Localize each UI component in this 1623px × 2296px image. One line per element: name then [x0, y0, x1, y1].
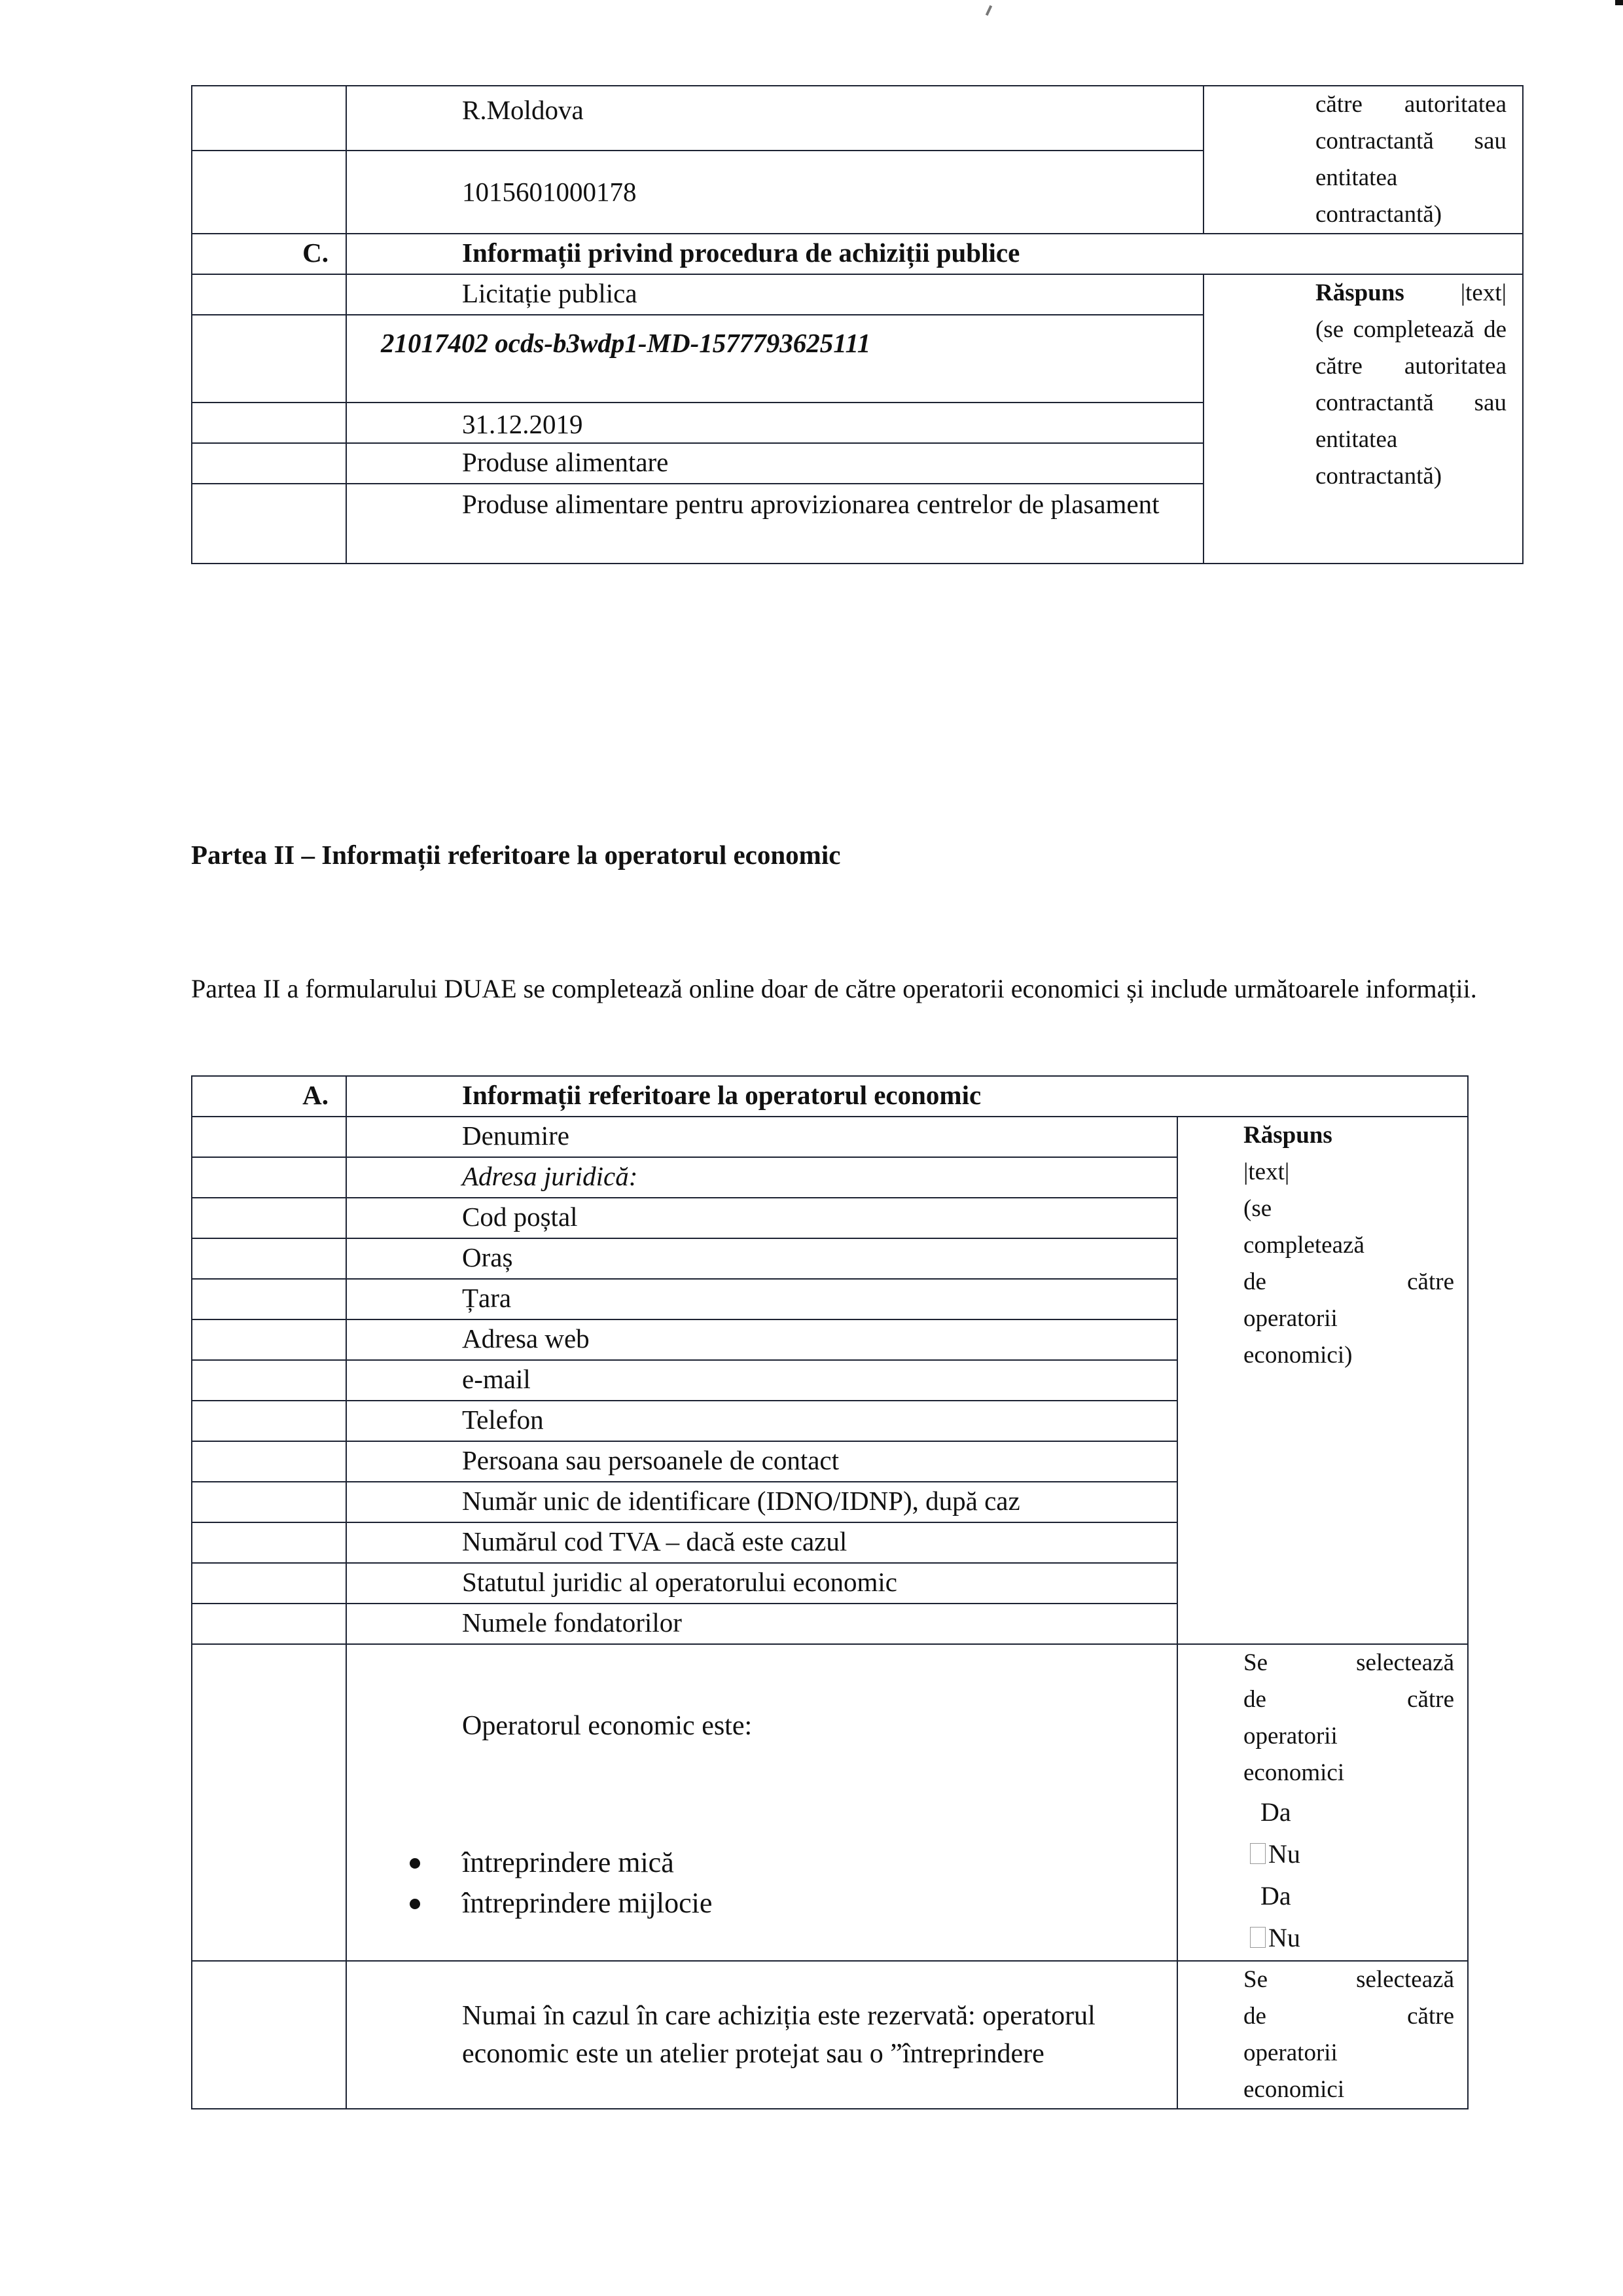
choice-label: Da	[1260, 1797, 1291, 1827]
answer-text: de către	[1243, 1268, 1454, 1295]
answer-text: contractantă sau	[1315, 389, 1507, 416]
label-cell	[192, 1644, 346, 1961]
field-label: Denumire	[346, 1117, 1177, 1157]
label-cell	[192, 151, 346, 234]
answer-text: contractantă)	[1315, 201, 1442, 228]
fiscal-code-value: 1015601000178	[462, 177, 637, 207]
choice-label: Nu	[1268, 1923, 1300, 1952]
answer-type: |text|	[1460, 279, 1507, 306]
answer-title: Răspuns	[1243, 1122, 1332, 1149]
table-row	[192, 1117, 1468, 1157]
answer-text: contractantă)	[1315, 463, 1442, 490]
answer-text: (se completează de	[1315, 316, 1507, 343]
answer-type: |text|	[1243, 1158, 1290, 1185]
section-header-row	[192, 1076, 1468, 1117]
answer-text: economici	[1243, 1759, 1345, 1786]
label-cell	[192, 1482, 346, 1522]
enterprise-question-cell	[346, 1644, 1177, 1961]
answer-text: operatorii	[1243, 2039, 1338, 2066]
label-cell	[192, 1279, 346, 1319]
choice-label: Nu	[1268, 1839, 1300, 1869]
choice-no-medium[interactable]	[1243, 1917, 1454, 1959]
answer-text: către autoritatea	[1315, 91, 1507, 118]
choice-yes-small[interactable]	[1243, 1791, 1454, 1833]
label-cell	[192, 1360, 346, 1401]
label-cell	[192, 1563, 346, 1604]
reserved-procurement-row	[192, 1961, 1468, 2109]
answer-text: operatorii	[1243, 1723, 1338, 1749]
answer-text: de către	[1243, 2003, 1454, 2030]
section-header-row	[192, 234, 1523, 274]
enterprise-question: Operatorul economic este:	[462, 1711, 753, 1741]
label-cell	[192, 315, 346, 403]
choice-no-small[interactable]	[1243, 1833, 1454, 1875]
answer-text: Se selectează	[1243, 1649, 1454, 1676]
section-label: C.	[192, 234, 346, 274]
table-row	[192, 274, 1523, 315]
answer-text: economici	[1243, 2076, 1345, 2103]
procedure-type: Licitație publica	[346, 274, 1204, 315]
procurement-object: Produse alimentare pentru aprovizionarea centrelor de plasament	[346, 484, 1204, 564]
enterprise-option-small	[462, 1842, 1160, 1883]
table-row	[192, 86, 1523, 151]
field-label: Persoana sau persoanele de contact	[346, 1441, 1177, 1482]
label-cell	[192, 1198, 346, 1238]
section-title: Informații referitoare la operatorul economic	[346, 1076, 1468, 1117]
answer-title: Răspuns	[1315, 279, 1404, 306]
economic-operator-table	[191, 1075, 1469, 2109]
label-cell	[192, 443, 346, 484]
answer-text: (se	[1243, 1195, 1272, 1222]
choice-label: Da	[1260, 1881, 1291, 1910]
field-label: Țara	[346, 1279, 1177, 1319]
field-label: Cod poștal	[346, 1198, 1177, 1238]
enterprise-options	[462, 1842, 1160, 1924]
answer-cell	[1177, 1117, 1468, 1644]
answer-text: de către	[1243, 1686, 1454, 1713]
field-label: Adresa juridică:	[346, 1157, 1177, 1198]
field-label: Oraș	[346, 1238, 1177, 1279]
label-cell	[192, 1319, 346, 1360]
item-cell	[346, 151, 1204, 234]
label-cell	[192, 1238, 346, 1279]
answer-text: entitatea	[1315, 426, 1398, 453]
label-cell	[192, 1441, 346, 1482]
answer-cell	[1177, 1961, 1468, 2109]
option-label: întreprindere mică	[462, 1846, 674, 1878]
procedure-info-table	[191, 85, 1524, 564]
option-label: întreprindere mijlocie	[462, 1887, 713, 1919]
label-cell	[192, 484, 346, 564]
procedure-id: 21017402 ocds-b3wdp1-MD-1577793625111	[346, 315, 1204, 403]
answer-header	[1315, 275, 1507, 312]
answer-text: completează	[1243, 1232, 1364, 1259]
answer-text: operatorii	[1243, 1305, 1338, 1332]
part-heading: Partea II – Informații referitoare la operatorul economic	[191, 840, 841, 870]
section-title: Informații privind procedura de achiziții publice	[346, 234, 1523, 274]
label-cell	[192, 86, 346, 151]
answer-text: Se selectează	[1243, 1966, 1454, 1993]
scan-corner-mark	[1615, 0, 1623, 5]
label-cell	[192, 403, 346, 443]
question-text: Numai în cazul în care achiziția este rezervată: operatorul economic este un atelier protejat sau o ”întreprindere	[462, 2001, 1096, 2069]
part-intro: Partea II a formularului DUAE se completează online doar de către operatorii economici și include următoarele informații.	[191, 974, 1477, 1003]
procedure-date: 31.12.2019	[346, 403, 1204, 443]
label-cell	[192, 1604, 346, 1644]
enterprise-option-medium	[462, 1883, 1160, 1924]
scan-mark	[986, 5, 992, 16]
field-label: Numărul cod TVA – dacă este cazul	[346, 1522, 1177, 1563]
procurement-type: Produse alimentare	[346, 443, 1204, 484]
label-cell	[192, 1961, 346, 2109]
checkbox-icon[interactable]	[1250, 1927, 1266, 1948]
label-cell	[192, 1522, 346, 1563]
country-value: R.Moldova	[462, 95, 584, 125]
answer-text: entitatea	[1315, 164, 1398, 191]
answer-cell	[1177, 1644, 1468, 1961]
enterprise-size-row	[192, 1644, 1468, 1961]
answer-text: economici)	[1243, 1342, 1353, 1369]
field-label: Statutul juridic al operatorului economic	[346, 1563, 1177, 1604]
answer-cell	[1204, 86, 1523, 234]
bullet-icon	[410, 1899, 420, 1909]
field-label: Numele fondatorilor	[346, 1604, 1177, 1644]
answer-cell	[1204, 274, 1523, 564]
label-cell	[192, 1401, 346, 1441]
field-label: Număr unic de identificare (IDNO/IDNP), după caz	[346, 1482, 1177, 1522]
field-label: Telefon	[346, 1401, 1177, 1441]
field-label: e-mail	[346, 1360, 1177, 1401]
label-cell	[192, 1117, 346, 1157]
section-label: A.	[192, 1076, 346, 1117]
checkbox-icon[interactable]	[1250, 1843, 1266, 1864]
reserved-question	[346, 1961, 1177, 2109]
answer-text: contractantă sau	[1315, 128, 1507, 154]
choice-yes-medium[interactable]	[1243, 1875, 1454, 1917]
label-cell	[192, 274, 346, 315]
bullet-icon	[410, 1858, 420, 1869]
label-cell	[192, 1157, 346, 1198]
field-label: Adresa web	[346, 1319, 1177, 1360]
item-cell	[346, 86, 1204, 151]
answer-text: către autoritatea	[1315, 353, 1507, 380]
